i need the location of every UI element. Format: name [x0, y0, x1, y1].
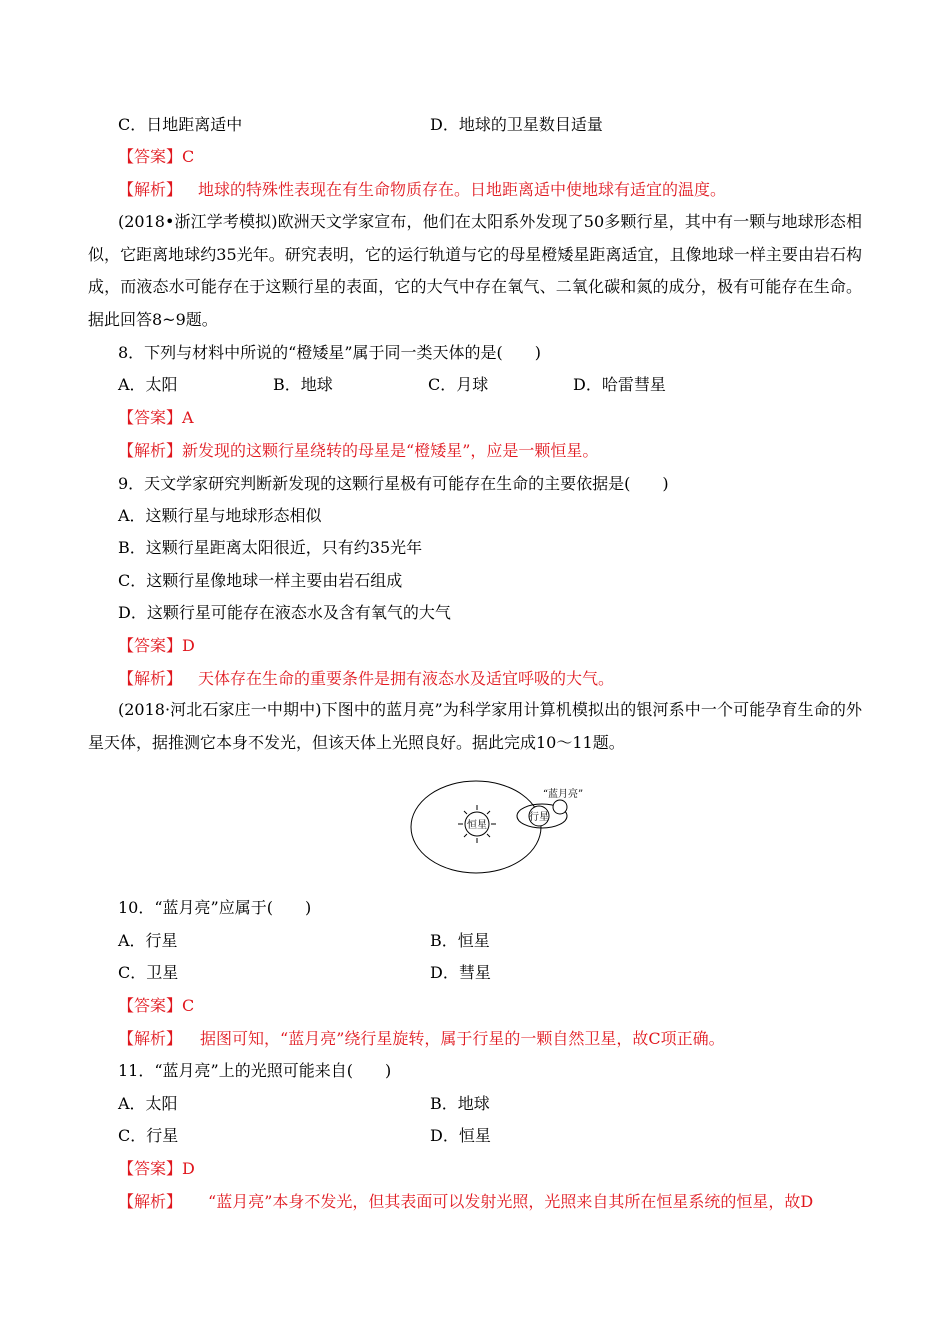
- q9-analysis: [118, 669, 614, 689]
- analysis-tag: 【解析】: [118, 441, 183, 460]
- q11-option-b: B．地球: [430, 1094, 490, 1113]
- q10-analysis: [118, 1029, 725, 1049]
- analysis-tag: 【解析】: [118, 1029, 183, 1048]
- q10-option-d: D．彗星: [430, 963, 491, 982]
- q9-answer: [118, 636, 195, 656]
- answer-value: C: [182, 996, 195, 1015]
- analysis-text: 新发现的这颗行星绕转的母星是“橙矮星”，应是一颗恒星。: [182, 441, 599, 460]
- q10-option-b: B．恒星: [430, 931, 490, 950]
- q11-analysis: [118, 1192, 862, 1212]
- q10-answer: [118, 996, 194, 1016]
- q9-option-b: B．这颗行星距离太阳很近，只有约35光年: [118, 538, 423, 557]
- q7-option-c: C．日地距离适中: [118, 115, 243, 134]
- q8-option-a: A．太阳: [118, 375, 178, 394]
- q10-option-a: A．行星: [118, 931, 178, 950]
- q8-option-c: C．月球: [428, 375, 489, 394]
- q9-option-d: D．这颗行星可能存在液态水及含有氧气的大气: [118, 603, 451, 622]
- q10-stem: 10．“蓝月亮”应属于( ): [118, 898, 312, 917]
- q11-answer: [118, 1159, 195, 1179]
- material-paragraph-1: (2018•浙江学考模拟)欧洲天文学家宣布，他们在太阳系外发现了50多颗行星，其中有一颗与地球形态相似，它距离地球约35光年。研究表明，它的运行轨道与它的母星橙矮星距离适宜，且像地球一样主要由岩石构成，而液态水可能存在于这颗行星的表面，它的大气中存在氧气、二氧化碳和氮的成分，极有可能存在生命。据此回答8~9题。: [88, 212, 862, 329]
- analysis-text: 据图可知，“蓝月亮”绕行星旋转，属于行星的一颗自然卫星，故C项正确。: [200, 1029, 725, 1048]
- answer-tag: 【答案】: [118, 996, 183, 1015]
- q8-analysis: [118, 441, 598, 461]
- q9-option-a: A．这颗行星与地球形态相似: [118, 506, 322, 525]
- q11-option-a: A．太阳: [118, 1094, 178, 1113]
- q11-option-d: D．恒星: [430, 1126, 491, 1145]
- q8-option-d: D．哈雷彗星: [573, 375, 666, 394]
- q9-option-c: C．这颗行星像地球一样主要由岩石组成: [118, 571, 403, 590]
- planet-label: 行星: [529, 812, 549, 823]
- answer-tag: 【答案】: [118, 1159, 183, 1178]
- q8-answer: [118, 408, 194, 428]
- answer-tag: 【答案】: [118, 408, 183, 427]
- answer-tag: 【答案】: [118, 636, 183, 655]
- analysis-tag: 【解析】: [118, 180, 183, 199]
- material-paragraph-2: (2018·河北石家庄一中期中)下图中的蓝月亮”为科学家用计算机模拟出的银河系中一个可能孕育生命的外星天体，据推测它本身不发光，但该天体上光照良好。据此完成10～11题。: [88, 700, 862, 752]
- q9-stem: 9．天文学家研究判断新发现的这颗行星极有可能存在生命的主要依据是( ): [118, 474, 669, 493]
- q8-stem: 8．下列与材料中所说的“橙矮星”属于同一类天体的是( ): [118, 343, 542, 362]
- analysis-tag: 【解析】: [118, 1192, 183, 1211]
- q8-option-b: B．地球: [273, 375, 333, 394]
- answer-value: A: [182, 408, 194, 427]
- answer-value: C: [182, 147, 195, 166]
- blue-moon-body: [553, 800, 567, 814]
- analysis-tag: 【解析】: [118, 669, 183, 688]
- q7-option-d: D．地球的卫星数目适量: [430, 115, 603, 134]
- blue-moon-label: “蓝月亮”: [542, 789, 584, 800]
- q11-stem: 11．“蓝月亮”上的光照可能来自( ): [118, 1061, 392, 1080]
- analysis-text: “蓝月亮”本身不发光，但其表面可以发射光照，光照来自其所在恒星系统的恒星，故D: [208, 1192, 814, 1211]
- q7-analysis: [118, 180, 726, 200]
- q7-answer: [118, 147, 194, 167]
- q11-option-c: C．行星: [118, 1126, 179, 1145]
- star-label: 恒星: [467, 820, 487, 831]
- q8-options: [118, 375, 666, 395]
- analysis-text: 地球的特殊性表现在有生命物质存在。日地距离适中使地球有适宜的温度。: [198, 180, 727, 199]
- answer-value: D: [182, 1159, 195, 1178]
- answer-tag: 【答案】: [118, 147, 183, 166]
- q10-option-c: C．卫星: [118, 963, 179, 982]
- orbit-diagram: [405, 780, 605, 880]
- analysis-text: 天体存在生命的重要条件是拥有液态水及适宜呼吸的大气。: [198, 669, 615, 688]
- answer-value: D: [182, 636, 195, 655]
